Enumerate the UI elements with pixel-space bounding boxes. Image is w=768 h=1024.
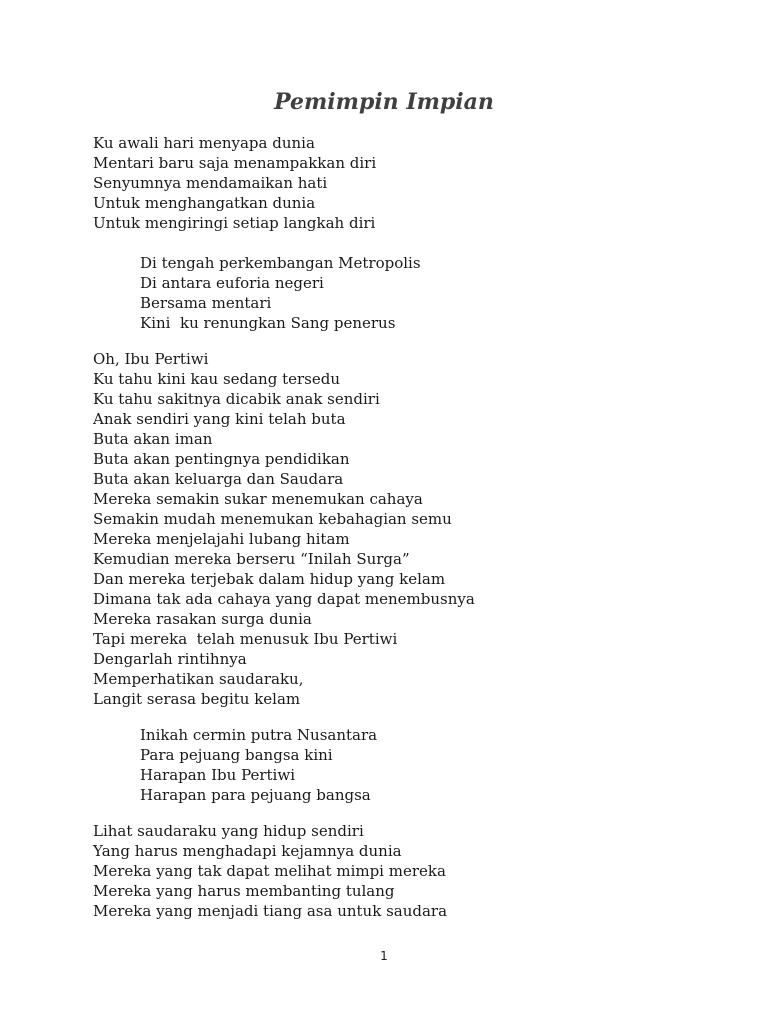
page-number: 1 <box>380 949 388 963</box>
stanza-3-line: Tapi mereka telah menusuk Ibu Pertiwi <box>93 630 398 648</box>
stanza-1-line: Untuk menghangatkan dunia <box>93 194 316 212</box>
stanza-4-line: Harapan Ibu Pertiwi <box>140 766 295 784</box>
stanza-5-line: Mereka yang tak dapat melihat mimpi mereka <box>93 862 446 880</box>
stanza-2-line: Di tengah perkembangan Metropolis <box>140 254 421 272</box>
stanza-3-line: Dan mereka terjebak dalam hidup yang kelam <box>93 570 446 588</box>
stanza-3-line: Memperhatikan saudaraku, <box>93 670 304 688</box>
stanza-5-line: Lihat saudaraku yang hidup sendiri <box>93 822 364 840</box>
stanza-3-line: Buta akan keluarga dan Saudara <box>93 470 344 488</box>
stanza-4-line: Harapan para pejuang bangsa <box>140 786 371 804</box>
stanza-3-line: Mereka rasakan surga dunia <box>93 610 312 628</box>
stanza-3-line: Mereka menjelajahi lubang hitam <box>93 530 350 548</box>
stanza-3-line: Buta akan iman <box>93 430 213 448</box>
stanza-5-line: Mereka yang menjadi tiang asa untuk saudara <box>93 902 448 920</box>
stanza-2-line: Kini ku renungkan Sang penerus <box>140 314 396 332</box>
stanza-4-line: Para pejuang bangsa kini <box>140 746 333 764</box>
stanza-2-line: Di antara euforia negeri <box>140 274 324 292</box>
stanza-3-line: Semakin mudah menemukan kebahagian semu <box>93 510 452 528</box>
stanza-3-line: Oh, Ibu Pertiwi <box>93 350 209 368</box>
stanza-3-line: Dengarlah rintihnya <box>93 650 247 668</box>
stanza-3-line: Kemudian mereka berseru “Inilah Surga” <box>93 550 410 568</box>
stanza-2-line: Bersama mentari <box>140 294 272 312</box>
stanza-3-line: Mereka semakin sukar menemukan cahaya <box>93 490 423 508</box>
stanza-3-line: Ku tahu kini kau sedang tersedu <box>93 370 341 388</box>
stanza-3-line: Dimana tak ada cahaya yang dapat menembusnya <box>93 590 475 608</box>
stanza-3-line: Anak sendiri yang kini telah buta <box>93 410 346 428</box>
stanza-3-line: Ku tahu sakitnya dicabik anak sendiri <box>93 390 380 408</box>
stanza-1-line: Senyumnya mendamaikan hati <box>93 174 328 192</box>
stanza-1-line: Ku awali hari menyapa dunia <box>93 134 315 152</box>
stanza-3-line: Buta akan pentingnya pendidikan <box>93 450 350 468</box>
stanza-1-line: Mentari baru saja menampakkan diri <box>93 154 377 172</box>
stanza-3-line: Langit serasa begitu kelam <box>93 690 301 708</box>
stanza-4-line: Inikah cermin putra Nusantara <box>140 726 378 744</box>
stanza-5-line: Mereka yang harus membanting tulang <box>93 882 395 900</box>
stanza-5-line: Yang harus menghadapi kejamnya dunia <box>93 842 402 860</box>
stanza-1-line: Untuk mengiringi setiap langkah diri <box>93 214 376 232</box>
poem-title: Pemimpin Impian <box>274 89 494 115</box>
